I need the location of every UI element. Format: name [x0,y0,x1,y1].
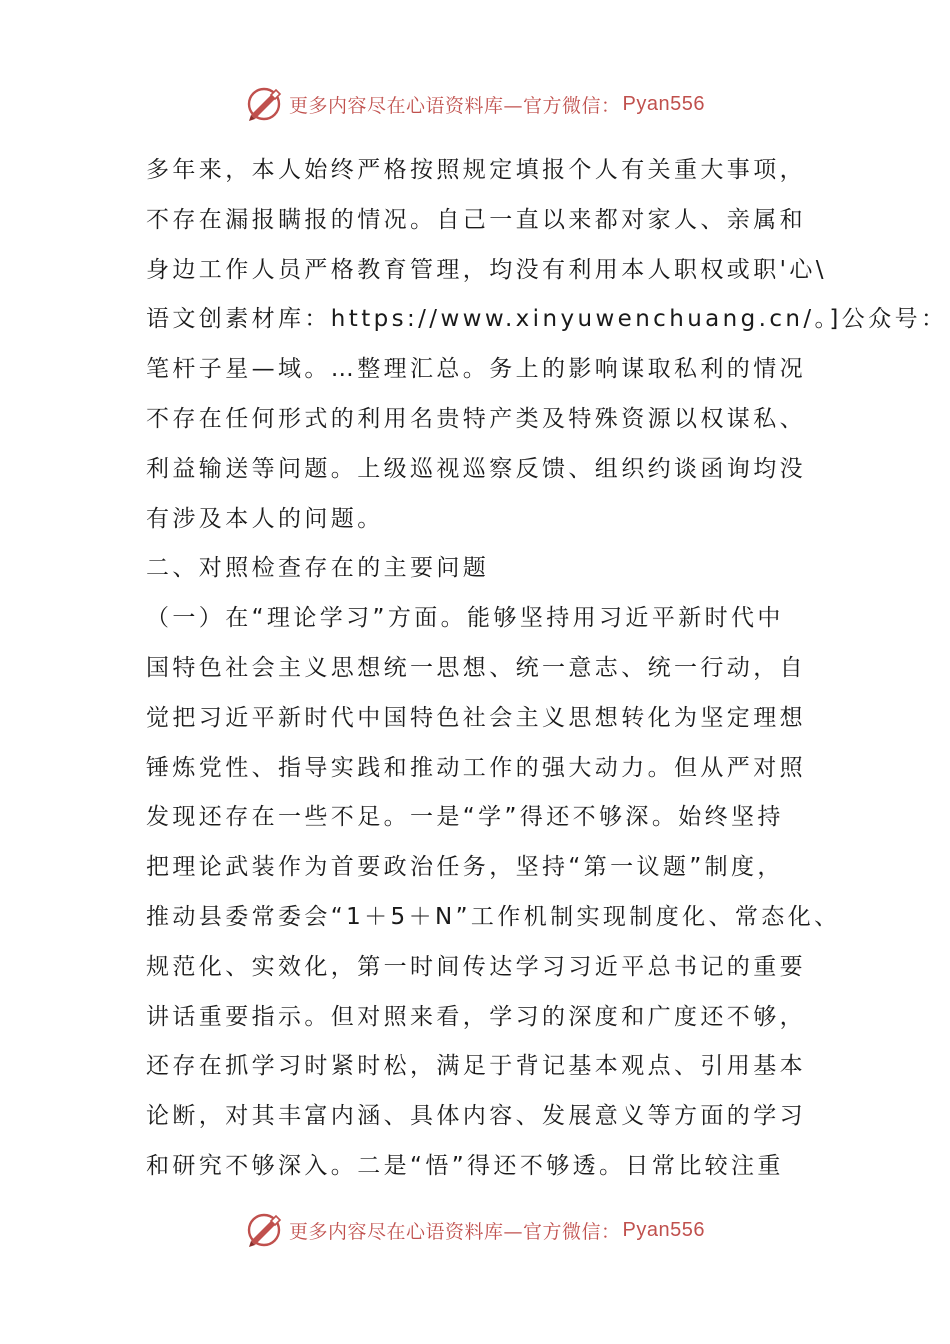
text-line: 把理论武装作为首要政治任务，坚持“第一议题”制度， [146,854,784,881]
watermark-text: 更多内容尽在心语资料库—官方微信： [289,1220,621,1243]
text-line: 规范化、实效化，第一时间传达学习习近平总书记的重要 [146,953,806,980]
text-line: 不存在任何形式的利用名贵特产类及特殊资源以权谋私、 [146,405,806,432]
text-line: 推动县委常委会“1＋5＋N”工作机制实现制度化、常态化、 [146,903,841,930]
text-line: 论断，对其丰富内涵、具体内容、发展意义等方面的学习 [146,1103,806,1130]
pen-logo-icon [245,1211,283,1249]
text-line: 国特色社会主义思想统一思想、统一意志、统一行动，自 [146,654,806,681]
text-line: 笔杆子星—域。…整理汇总。务上的影响谋取私利的情况 [146,356,806,383]
header-watermark [0,82,950,126]
section-heading: 二、对照检查存在的主要问题 [146,555,490,582]
text-line: 讲话重要指示。但对照来看，学习的深度和广度还不够， [146,1003,806,1030]
text-line: 语文创素材库：https://www.xinyuwenchuang.cn/。]公众号： [146,306,948,333]
text-line: 不存在漏报瞒报的情况。自己一直以来都对家人、亲属和 [146,206,806,233]
text-line: 利益输送等问题。上级巡视巡察反馈、组织约谈函询均没 [146,455,806,482]
footer-watermark [0,1208,950,1252]
watermark-wechat-id: Pyan556 [622,92,705,115]
text-line: 锤炼党性、指导实践和推动工作的强大动力。但从严对照 [146,754,806,781]
text-line: 和研究不够深入。二是“悟”得还不够透。日常比较注重 [146,1152,784,1179]
text-line: 多年来，本人始终严格按照规定填报个人有关重大事项， [146,157,806,183]
text-line: 身边工作人员严格教育管理，均没有利用本人职权或职'心\ [146,256,827,283]
text-line: 觉把习近平新时代中国特色社会主义思想转化为坚定理想 [146,704,806,731]
watermark-text: 更多内容尽在心语资料库—官方微信： [289,94,621,117]
document-body [146,146,948,1192]
pen-logo-icon [245,85,283,123]
text-line: （一）在“理论学习”方面。能够坚持用习近平新时代中 [146,605,784,632]
text-line: 发现还存在一些不足。一是“学”得还不够深。始终坚持 [146,804,784,831]
text-line: 还存在抓学习时紧时松，满足于背记基本观点、引用基本 [146,1053,806,1080]
text-line: 有涉及本人的问题。 [146,505,384,532]
watermark-wechat-id: Pyan556 [622,1218,705,1241]
